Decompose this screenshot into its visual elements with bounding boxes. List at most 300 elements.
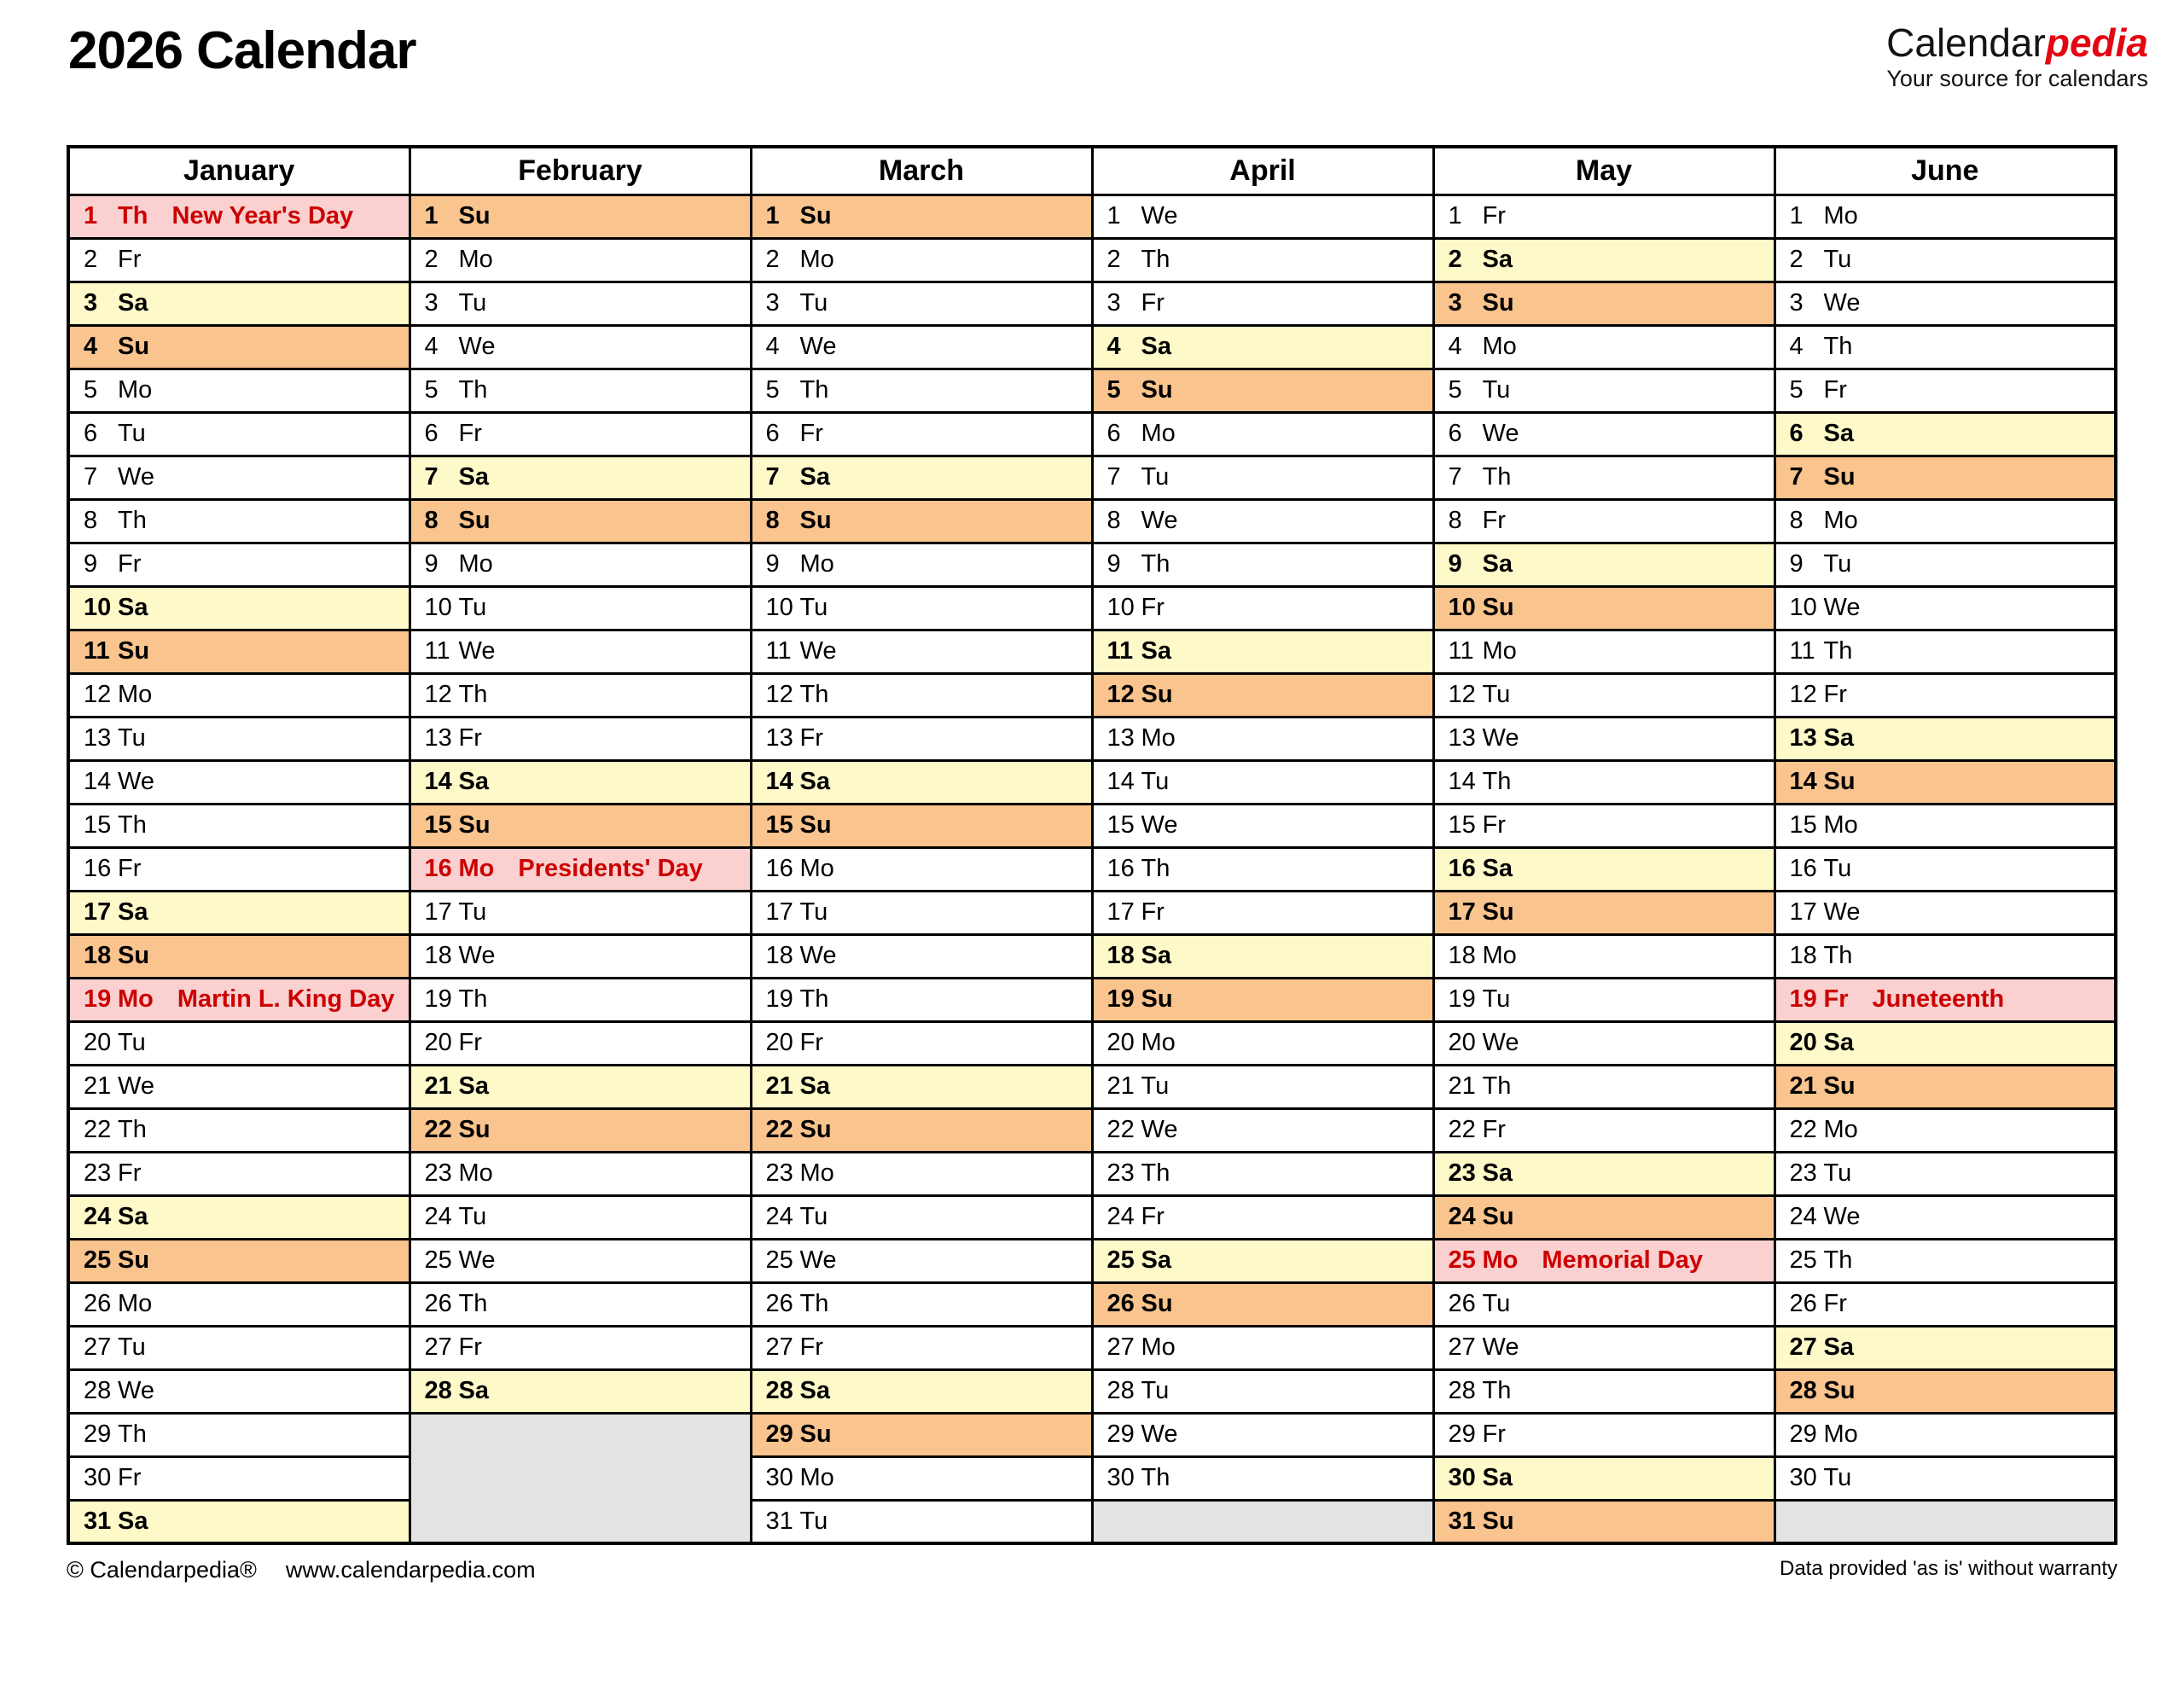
day-number: 12 (765, 681, 793, 708)
cell-june-19 (1774, 978, 2116, 1021)
cell-april-7 (1092, 456, 1433, 499)
day-row-22 (68, 1108, 2116, 1152)
weekday-abbr: Tu (118, 1029, 146, 1056)
cell-january-14 (68, 760, 410, 804)
day-row-26 (68, 1282, 2116, 1326)
day-row-21 (68, 1065, 2116, 1108)
cell-march-15 (751, 804, 1092, 847)
weekday-abbr: Tu (799, 289, 828, 317)
cell-march-8 (751, 499, 1092, 543)
cell-may-29 (1433, 1413, 1774, 1456)
day-number: 5 (765, 376, 780, 404)
cell-february-16 (410, 847, 751, 891)
month-header-march: March (751, 147, 1092, 195)
day-number: 8 (1107, 507, 1121, 534)
cell-january-7 (68, 456, 410, 499)
cell-june-24 (1774, 1195, 2116, 1239)
cell-june-13 (1774, 717, 2116, 760)
weekday-abbr: Mo (458, 855, 495, 882)
day-number: 2 (765, 246, 780, 273)
weekday-abbr: We (118, 1072, 154, 1100)
day-number: 21 (1448, 1072, 1476, 1100)
day-number: 11 (1448, 637, 1474, 665)
weekday-abbr: Sa (799, 1377, 830, 1404)
cell-june-9 (1774, 543, 2116, 586)
weekday-abbr: Fr (118, 1159, 142, 1187)
day-number: 8 (1789, 507, 1804, 534)
day-row-5 (68, 369, 2116, 412)
weekday-abbr: Sa (458, 1377, 489, 1404)
weekday-abbr: Mo (1823, 1420, 1858, 1448)
day-number: 27 (1789, 1333, 1817, 1361)
day-row-16 (68, 847, 2116, 891)
day-number: 2 (1448, 246, 1462, 273)
day-number: 25 (424, 1246, 452, 1274)
cell-february-14 (410, 760, 751, 804)
cell-january-9 (68, 543, 410, 586)
weekday-abbr: Tu (458, 594, 487, 621)
weekday-abbr: Sa (118, 289, 148, 317)
day-number: 15 (1789, 811, 1817, 839)
day-number: 26 (765, 1290, 793, 1317)
day-number: 17 (1107, 898, 1135, 926)
day-number: 28 (84, 1377, 112, 1404)
cell-may-4 (1433, 325, 1774, 369)
day-number: 10 (424, 594, 452, 621)
cell-april-18 (1092, 934, 1433, 978)
day-number: 1 (424, 202, 439, 229)
day-row-2 (68, 238, 2116, 282)
weekday-abbr: We (458, 942, 496, 969)
weekday-abbr: Su (458, 1116, 491, 1143)
weekday-abbr: Su (458, 811, 491, 839)
cell-april-14 (1092, 760, 1433, 804)
weekday-abbr: Sa (118, 898, 148, 926)
weekday-abbr: We (1823, 289, 1861, 317)
weekday-abbr: Fr (458, 1029, 482, 1056)
cell-june-20 (1774, 1021, 2116, 1065)
day-number: 10 (1789, 594, 1817, 621)
day-number: 16 (765, 855, 793, 882)
day-number: 6 (765, 420, 780, 447)
weekday-abbr: We (799, 942, 837, 969)
cell-may-10 (1433, 586, 1774, 630)
cell-june-27 (1774, 1326, 2116, 1369)
weekday-abbr: Tu (1823, 1464, 1852, 1491)
weekday-abbr: Th (1141, 1464, 1170, 1491)
cell-june-1 (1774, 195, 2116, 238)
day-number: 23 (1448, 1159, 1476, 1187)
weekday-abbr: Su (799, 1116, 832, 1143)
cell-may-30 (1433, 1456, 1774, 1500)
day-number: 22 (424, 1116, 452, 1143)
cell-may-23 (1433, 1152, 1774, 1195)
day-number: 4 (1448, 333, 1462, 360)
day-number: 10 (1448, 594, 1476, 621)
cell-may-15 (1433, 804, 1774, 847)
cell-january-1 (68, 195, 410, 238)
copyright-text: © Calendarpedia® (67, 1557, 257, 1583)
weekday-abbr: Fr (458, 1333, 482, 1361)
day-number: 9 (424, 550, 439, 578)
weekday-abbr: Tu (799, 594, 828, 621)
weekday-abbr: We (118, 463, 154, 491)
cell-june-18 (1774, 934, 2116, 978)
day-number: 27 (1107, 1333, 1135, 1361)
cell-may-11 (1433, 630, 1774, 673)
weekday-abbr: Tu (1823, 550, 1852, 578)
cell-april-8 (1092, 499, 1433, 543)
weekday-abbr: Tu (118, 420, 146, 447)
cell-march-19 (751, 978, 1092, 1021)
day-number: 18 (424, 942, 452, 969)
cell-april-27 (1092, 1326, 1433, 1369)
weekday-abbr: Mo (1141, 1333, 1176, 1361)
day-number: 6 (424, 420, 439, 447)
cell-may-12 (1433, 673, 1774, 717)
day-number: 17 (1448, 898, 1476, 926)
weekday-abbr: We (1823, 1203, 1861, 1230)
day-number: 26 (1789, 1290, 1817, 1317)
logo-part-black: Calendar (1886, 20, 2046, 65)
weekday-abbr: Sa (1823, 420, 1854, 447)
weekday-abbr: Mo (1823, 1116, 1858, 1143)
weekday-abbr: Mo (118, 376, 153, 404)
day-number: 29 (84, 1420, 112, 1448)
weekday-abbr: Fr (1823, 681, 1847, 708)
cell-june-5 (1774, 369, 2116, 412)
cell-june-16 (1774, 847, 2116, 891)
cell-june-21 (1774, 1065, 2116, 1108)
weekday-abbr: Mo (1823, 507, 1858, 534)
cell-april-5 (1092, 369, 1433, 412)
weekday-abbr: Mo (1141, 724, 1176, 752)
weekday-abbr: Th (1482, 1072, 1512, 1100)
weekday-abbr: Su (1482, 289, 1514, 317)
weekday-abbr: Th (458, 681, 488, 708)
cell-february-28 (410, 1369, 751, 1413)
cell-february-25 (410, 1239, 751, 1282)
day-number: 19 (1448, 985, 1476, 1013)
cell-march-24 (751, 1195, 1092, 1239)
footer-copyright (67, 1557, 536, 1583)
weekday-abbr: Sa (1482, 1464, 1513, 1491)
weekday-abbr: Th (799, 681, 829, 708)
weekday-abbr: Th (1482, 1377, 1512, 1404)
day-number: 16 (84, 855, 112, 882)
month-header-april: April (1092, 147, 1433, 195)
weekday-abbr: Su (1141, 376, 1173, 404)
weekday-abbr: Th (118, 811, 147, 839)
cell-january-28 (68, 1369, 410, 1413)
weekday-abbr: Su (1823, 463, 1856, 491)
weekday-abbr: Su (118, 1246, 150, 1274)
day-number: 2 (1789, 246, 1804, 273)
day-number: 13 (1448, 724, 1476, 752)
day-number: 6 (1789, 420, 1804, 447)
day-number: 12 (1789, 681, 1817, 708)
weekday-abbr: Tu (458, 1203, 487, 1230)
weekday-abbr: Sa (1482, 550, 1513, 578)
weekday-abbr: Fr (118, 550, 142, 578)
day-number: 8 (765, 507, 780, 534)
day-number: 21 (84, 1072, 112, 1100)
weekday-abbr: Fr (799, 1333, 823, 1361)
day-row-27 (68, 1326, 2116, 1369)
day-number: 3 (424, 289, 439, 317)
cell-april-16 (1092, 847, 1433, 891)
website-url: www.calendarpedia.com (285, 1557, 536, 1583)
day-number: 11 (84, 637, 110, 665)
day-number: 6 (84, 420, 98, 447)
weekday-abbr: We (458, 637, 496, 665)
day-number: 21 (424, 1072, 452, 1100)
cell-june-15 (1774, 804, 2116, 847)
weekday-abbr: Fr (118, 1464, 142, 1491)
weekday-abbr: We (799, 1246, 837, 1274)
cell-may-6 (1433, 412, 1774, 456)
weekday-abbr: Su (118, 942, 150, 969)
day-number: 4 (424, 333, 439, 360)
weekday-abbr: We (1482, 1029, 1519, 1056)
weekday-abbr: Sa (118, 1507, 148, 1535)
weekday-abbr: Th (1141, 1159, 1170, 1187)
day-row-31 (68, 1500, 2116, 1543)
weekday-abbr: Sa (458, 463, 489, 491)
day-number: 28 (765, 1377, 793, 1404)
day-number: 30 (84, 1464, 112, 1491)
cell-january-23 (68, 1152, 410, 1195)
cell-march-27 (751, 1326, 1092, 1369)
day-number: 18 (765, 942, 793, 969)
day-number: 4 (1789, 333, 1804, 360)
cell-may-22 (1433, 1108, 1774, 1152)
day-number: 22 (1448, 1116, 1476, 1143)
day-number: 26 (424, 1290, 452, 1317)
weekday-abbr: Tu (1141, 463, 1170, 491)
weekday-abbr: We (458, 1246, 496, 1274)
day-number: 11 (765, 637, 792, 665)
weekday-abbr: We (1482, 724, 1519, 752)
cell-june-28 (1774, 1369, 2116, 1413)
day-number: 20 (765, 1029, 793, 1056)
weekday-abbr: Th (799, 376, 829, 404)
weekday-abbr: Tu (1141, 768, 1170, 795)
cell-february-24 (410, 1195, 751, 1239)
day-number: 8 (84, 507, 98, 534)
weekday-abbr: Mo (458, 1159, 493, 1187)
cell-february-20 (410, 1021, 751, 1065)
weekday-abbr: We (1482, 1333, 1519, 1361)
cell-april-24 (1092, 1195, 1433, 1239)
weekday-abbr: Sa (799, 463, 830, 491)
day-number: 2 (424, 246, 439, 273)
day-number: 22 (1107, 1116, 1135, 1143)
weekday-abbr: Th (1141, 246, 1170, 273)
day-number: 24 (765, 1203, 793, 1230)
weekday-abbr: Mo (458, 550, 493, 578)
cell-january-4 (68, 325, 410, 369)
cell-january-10 (68, 586, 410, 630)
weekday-abbr: Th (1482, 463, 1512, 491)
day-number: 14 (1107, 768, 1135, 795)
day-number: 20 (1107, 1029, 1135, 1056)
day-number: 14 (424, 768, 452, 795)
cell-january-26 (68, 1282, 410, 1326)
day-number: 14 (1448, 768, 1476, 795)
day-row-7 (68, 456, 2116, 499)
weekday-abbr: Su (1823, 1377, 1856, 1404)
cell-march-2 (751, 238, 1092, 282)
weekday-abbr: Sa (1141, 637, 1171, 665)
weekday-abbr: Th (1823, 637, 1853, 665)
day-number: 3 (1107, 289, 1121, 317)
weekday-abbr: Mo (118, 985, 154, 1013)
cell-april-11 (1092, 630, 1433, 673)
cell-may-26 (1433, 1282, 1774, 1326)
cell-june-3 (1774, 282, 2116, 325)
day-number: 17 (84, 898, 112, 926)
weekday-abbr: Tu (1141, 1072, 1170, 1100)
cell-february-3 (410, 282, 751, 325)
day-number: 10 (765, 594, 793, 621)
day-row-29 (68, 1413, 2116, 1456)
day-number: 16 (424, 855, 452, 882)
day-number: 26 (1107, 1290, 1135, 1317)
cell-march-1 (751, 195, 1092, 238)
day-row-1 (68, 195, 2116, 238)
cell-may-17 (1433, 891, 1774, 934)
weekday-abbr: Fr (458, 724, 482, 752)
cell-june-7 (1774, 456, 2116, 499)
weekday-abbr: Su (799, 202, 832, 229)
cell-may-24 (1433, 1195, 1774, 1239)
cell-february-9 (410, 543, 751, 586)
cell-may-31 (1433, 1500, 1774, 1543)
weekday-abbr: Mo (799, 855, 834, 882)
day-number: 17 (765, 898, 793, 926)
cell-march-28 (751, 1369, 1092, 1413)
cell-january-17 (68, 891, 410, 934)
cell-january-29 (68, 1413, 410, 1456)
day-number: 18 (1448, 942, 1476, 969)
weekday-abbr: Mo (799, 1159, 834, 1187)
empty-cell-april (1092, 1500, 1433, 1543)
day-number: 1 (1789, 202, 1804, 229)
cell-february-12 (410, 673, 751, 717)
cell-march-14 (751, 760, 1092, 804)
footer-disclaimer: Data provided 'as is' without warranty (1779, 1557, 2117, 1580)
cell-may-3 (1433, 282, 1774, 325)
weekday-abbr: Th (1141, 855, 1170, 882)
weekday-abbr: Fr (799, 420, 823, 447)
empty-cell-june (1774, 1500, 2116, 1543)
weekday-abbr: Th (799, 985, 829, 1013)
day-number: 28 (1448, 1377, 1476, 1404)
weekday-abbr: Tu (1482, 1290, 1511, 1317)
day-number: 25 (84, 1246, 112, 1274)
day-number: 31 (765, 1507, 793, 1535)
day-number: 18 (84, 942, 112, 969)
day-number: 5 (424, 376, 439, 404)
weekday-abbr: Fr (1482, 1116, 1506, 1143)
day-number: 16 (1789, 855, 1817, 882)
weekday-abbr: Tu (799, 1203, 828, 1230)
cell-february-23 (410, 1152, 751, 1195)
weekday-abbr: Th (1823, 1246, 1853, 1274)
cell-june-26 (1774, 1282, 2116, 1326)
page-header (67, 0, 2148, 145)
weekday-abbr: Tu (1823, 246, 1852, 273)
weekday-abbr: Sa (1141, 333, 1171, 360)
cell-may-18 (1433, 934, 1774, 978)
cell-march-12 (751, 673, 1092, 717)
weekday-abbr: We (1141, 202, 1178, 229)
weekday-abbr: Mo (118, 1290, 153, 1317)
day-number: 23 (1789, 1159, 1817, 1187)
day-number: 13 (424, 724, 452, 752)
cell-april-1 (1092, 195, 1433, 238)
weekday-abbr: Th (458, 376, 488, 404)
cell-march-20 (751, 1021, 1092, 1065)
holiday-name: Juneteenth (1872, 985, 2005, 1013)
cell-may-8 (1433, 499, 1774, 543)
calendarpedia-logo (1886, 22, 2148, 92)
day-number: 31 (84, 1507, 112, 1535)
cell-june-4 (1774, 325, 2116, 369)
day-number: 18 (1107, 942, 1135, 969)
weekday-abbr: Su (1141, 1290, 1173, 1317)
cell-april-23 (1092, 1152, 1433, 1195)
day-number: 15 (84, 811, 112, 839)
weekday-abbr: Sa (799, 1072, 830, 1100)
day-number: 12 (424, 681, 452, 708)
day-row-11 (68, 630, 2116, 673)
cell-january-16 (68, 847, 410, 891)
day-row-6 (68, 412, 2116, 456)
weekday-abbr: Tu (1482, 681, 1511, 708)
weekday-abbr: Fr (1482, 1420, 1506, 1448)
weekday-abbr: Su (799, 1420, 832, 1448)
weekday-abbr: Sa (1141, 942, 1171, 969)
day-number: 12 (1448, 681, 1476, 708)
cell-january-24 (68, 1195, 410, 1239)
weekday-abbr: Tu (118, 1333, 146, 1361)
day-row-23 (68, 1152, 2116, 1195)
day-number: 16 (1448, 855, 1476, 882)
day-number: 29 (1107, 1420, 1135, 1448)
day-number: 3 (1789, 289, 1804, 317)
day-number: 20 (424, 1029, 452, 1056)
day-number: 27 (765, 1333, 793, 1361)
day-number: 17 (424, 898, 452, 926)
day-row-8 (68, 499, 2116, 543)
day-number: 25 (765, 1246, 793, 1274)
cell-april-2 (1092, 238, 1433, 282)
cell-february-13 (410, 717, 751, 760)
weekday-abbr: Tu (1482, 376, 1511, 404)
day-number: 27 (424, 1333, 452, 1361)
cell-february-17 (410, 891, 751, 934)
weekday-abbr: Tu (1482, 985, 1511, 1013)
month-header-row (68, 147, 2116, 195)
day-row-24 (68, 1195, 2116, 1239)
day-number: 1 (765, 202, 780, 229)
day-number: 28 (424, 1377, 452, 1404)
cell-march-30 (751, 1456, 1092, 1500)
day-number: 31 (1448, 1507, 1476, 1535)
cell-february-10 (410, 586, 751, 630)
